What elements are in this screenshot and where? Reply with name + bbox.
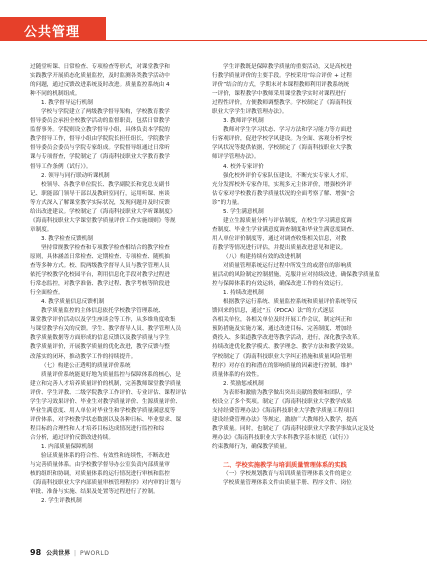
text-line: 毕业生满意度、用人单位对毕业生和学校教学质量满意度等: [30, 407, 176, 414]
text-line: 行全面检查。: [30, 290, 64, 297]
text-line: 量活动的风险制定控制措施，克服并应对持续改进，确保教学质量监: [212, 272, 380, 279]
text-line: 课堂教学评价活动以及学生座谈会等工作，从多维角度收集: [30, 317, 176, 324]
text-line: 学校制定了《海南科技职业大学纠正措施和质量风险管理: [212, 353, 352, 360]
section-title: 公共管理: [24, 25, 81, 40]
text-line: （一）学校规划教育与培训质量管理体系文件的建立: [223, 471, 352, 478]
text-line: 估专家对学校教育教学质量状况的全面考察了解、增强“会: [212, 190, 355, 197]
text-line: 评价”结合的方式，学期末对本课程教师利用评教系统统: [212, 82, 350, 89]
text-line: 评价体系，对学校教学状态数据以及各种日标、毕业要求、课: [30, 416, 182, 423]
text-line: 过随堂听课、日常检查、专项检查等形式，对课堂教学和: [30, 64, 170, 70]
text-line: 过程性评价，方便教师调整教学。学校制定了《海南科技: [212, 100, 352, 107]
text-line: 监督事务。学院则设立教学督导小组，具体负责本学院的: [30, 127, 170, 134]
publication-name: 公共世界: [46, 550, 71, 557]
text-line: 校设立了多个奖项。制定了《海南科技职业大学教学成果: [212, 398, 352, 405]
text-line: 质量体系的有效性。: [212, 371, 263, 378]
text-line: 持续改进优化教学模式、教学理念、教学方法和教学效果。: [212, 344, 358, 351]
text-line: 教学质量监控的主体信息依托学校教学管理系统、: [41, 308, 165, 315]
text-line: 改落实的闭环，推动教学工作的持续提升。: [30, 353, 137, 360]
text-line: 1. 持续改进机制: [223, 290, 264, 297]
text-line: 馈回来的信息，通过“五（PDCA）法”的方式逐层: [212, 308, 334, 315]
text-line: 课与专项督查，学院制定了《海南科技职业大学教育教学: [30, 154, 170, 161]
text-line: 的问题，通过反馈改进系统及时改进。质量监控系统由 4: [30, 82, 170, 89]
text-line: 原则，具体涵盖日常检查、定期检查、专项检查、随机抽: [30, 253, 170, 260]
text-line: 核的组织和协调，对质量体系的运行情况进行审核和监控: [30, 471, 170, 478]
text-line: 查制度、毕业生学业满意度调查制度和毕业生满意度调查、: [212, 226, 358, 233]
text-line: 诊”的力量。: [212, 199, 243, 206]
text-line: 章制度。: [30, 226, 53, 233]
text-line: （七）构建公正透明的质量评价系统: [41, 362, 131, 369]
text-line: 种不同的机制组成。: [30, 91, 81, 98]
text-line: 支持经费管理办法》《海南科技职业大学教学质量工程项目: [212, 407, 355, 414]
text-line: 充分发挥校外专家作用，实现多元主体评价，增强校外评: [212, 181, 352, 188]
text-line: 4. 校外专家评价: [223, 163, 264, 170]
text-line: 学校与学院建立了两级教学督导架构，学校教育教学: [41, 109, 170, 116]
text-line: 学生学习效果评价、毕业生对教学质量评价、生源质量评价、: [30, 398, 182, 405]
section-banner: [0, 17, 106, 41]
text-line: 教学督导工作，督导小组由学院院长担任组长，学院教学: [30, 136, 170, 143]
text-line: 教学质量数据等方面形成的信息反馈以及教学质量与学生: [30, 335, 170, 342]
text-line: 《海南科技职业大学内部质量审核管理程序》对内审的计划与: [30, 480, 182, 487]
text-line: 根据教学运行系统、质量监控系统和质量评价系统等反: [223, 299, 358, 306]
text-line: 约束教师行为，确保教学质量。: [212, 443, 291, 450]
text-line: 学校质量管理体系文件由质量手册、程序文件、岗位: [223, 480, 352, 487]
text-line: 与完善质量体系。由学校教学督导办公室负责内部质量审: [30, 462, 170, 469]
text-line: 2. 学生评教机制: [41, 498, 82, 505]
text-line: 行常态监控，对教学准备、教学过程、教学考核等阶段进: [30, 281, 170, 288]
text-line: 给出改进建议。学校制定了《海南科技职业大学听课制度》: [30, 208, 176, 215]
text-line: 查等多种方式。校、院两级教学督导人员与教学管理人员: [30, 263, 170, 270]
text-line: 校领导、各教学单位院长、教学副院长和党总支副书: [41, 181, 170, 188]
text-line: 建立和完善人才培养质量评价的机制，完善教师课堂教学质量: [30, 380, 182, 387]
text-line: 审批、准备与实施、结果及处置等过程进行了控制。: [30, 489, 159, 496]
text-line: 3. 教学检查反馈机制: [41, 235, 93, 242]
text-line: 行教学质量评价的主要手段。学校采用“综合评价 + 过程: [212, 73, 352, 80]
text-line: 强化校外评价专家队伍建设，不断充实专家人才库，: [223, 172, 352, 179]
header-rule: [106, 40, 427, 41]
text-line: 记、职能部门领导干部以及教研室同行，运用听课、座谈: [30, 190, 170, 197]
text-line: 对质量管理系统运行过程中所发生的或潜在的影响质: [223, 263, 352, 270]
text-line: 建设经费管理办法》等规定，激励广大教师投入教学，提高: [212, 416, 358, 423]
text-line: 督导委员会委员与学院专家组成。学院督导组通过日常听: [30, 145, 170, 152]
text-line: 督导委员会承担全校教学活动的监督职责，包括日常教学: [30, 118, 170, 125]
text-line: 教师对学生学习状态、学习方法和学习能力等方面进: [223, 127, 352, 134]
text-line: 2. 奖励惩戒机制: [223, 380, 264, 387]
text-line: 实践教学开展质态化质量监控，及时监测各类教学活动中: [30, 73, 170, 80]
footer-separator: |: [74, 550, 77, 557]
text-line: 验证质量体系的符合性、有效性和连续性，不断改进: [41, 453, 170, 460]
text-line: 理办法》《海南科技职业大学本科教学基本规范（试行）》: [212, 434, 352, 441]
text-line: 程目标的合理性和人才培养目标达成情况进行监控和综: [30, 425, 165, 432]
text-line: 1. 内部质量保障机制: [41, 443, 93, 450]
text-line: 质量评价系统能更好地为质量监控与保障体系的核心，是: [41, 371, 181, 378]
text-line: 用人单位评价制度等，通过对调查收集相关信息，对教: [212, 235, 347, 242]
publication-website: PWORLD: [79, 550, 110, 557]
text-line: 坚持常规教学检查和专项教学检查相结合的教学检查: [41, 244, 170, 251]
text-line: 建立生源质量分析与评估制度，在校生学习满意度调: [223, 217, 352, 224]
text-line: 评价、学生评教、二级学院教学工作评价、专业评估、课程评估: [30, 389, 187, 396]
text-line: 育教学等情况进行评估，并提出质量改进意见和建议。: [212, 244, 347, 251]
text-line: 2. 领导与同行联动听课机制: [41, 172, 110, 179]
text-line: 教学质量评价，开展教学质量的优化改进，教学反馈与整: [30, 344, 170, 351]
text-line: 督导工作条例（试行）》。: [30, 163, 92, 170]
text-line: 等方式深入了解课堂教学实际状况，发现问题并及时反馈: [30, 199, 170, 206]
text-line: 为表彰和激励为教学做出突出贡献的教师和团队，学: [223, 389, 352, 396]
text-line: 学生评教既是保障教学质量的重要活动，又是高校进: [223, 64, 352, 70]
text-line: 合分析，通过评价反馈改进持续。: [30, 434, 114, 441]
text-line: 学风状况等提供依据，学校制定了《海南科技职业大学教: [212, 145, 352, 152]
text-line: （八）构建持续有效的改进机制: [223, 253, 302, 260]
text-line: 依托学校教学化校园平台，利用信息化手段对教学过程进: [30, 272, 170, 279]
text-line: 一评价，课程教学中教师采用课堂教学实时对课程进行: [212, 91, 347, 98]
text-line: 各相关单位，各相关单位及时开展工作会议，制定纠正和: [212, 317, 352, 324]
text-line: 控与保障体系的有效运转，确保改进工作的有效运行。: [212, 281, 347, 288]
text-line: 程序》对存在的和潜在的影响质量的因素进行控制，维护: [212, 362, 352, 369]
text-line: 3. 教师评学机制: [223, 118, 264, 125]
text-line: 与课堂教学有关的反馈。学生、教学督导人员、教学管理人员: [30, 326, 182, 333]
text-line: 职业大学学生评教管理办法》。: [212, 109, 288, 116]
text-line: 《海南科技职业大学课堂教学质量评价工作实施细则》等规: [30, 217, 176, 224]
text-line: 教学质量。同时，也制定了《海南科技职业大学教学事故认定及处: [212, 425, 375, 432]
page-number: 98: [30, 548, 42, 557]
text-line: 预防措施及实施方案，通过改进目标、完善制度、增加经: [212, 326, 352, 333]
page-footer: [30, 548, 109, 557]
right-column: [212, 63, 397, 488]
text-line: 1. 教学督导运行机制: [41, 100, 93, 107]
text-line: 师评学管理办法》。: [212, 154, 260, 161]
text-line: 4. 教学质量信息反馈机制: [41, 299, 105, 306]
text-line: 费投入、多渠道教学改进等教学活动，进行，深化教学改革。: [212, 335, 364, 342]
section-heading: 二、学校实施教学与培训质量管理体系的实践: [223, 462, 347, 470]
left-column: [30, 63, 212, 506]
text-line: 5. 学生满意机制: [223, 208, 264, 215]
text-line: 行客观评价，促进学校学风建设。为全面、客观分析学校: [212, 136, 352, 143]
